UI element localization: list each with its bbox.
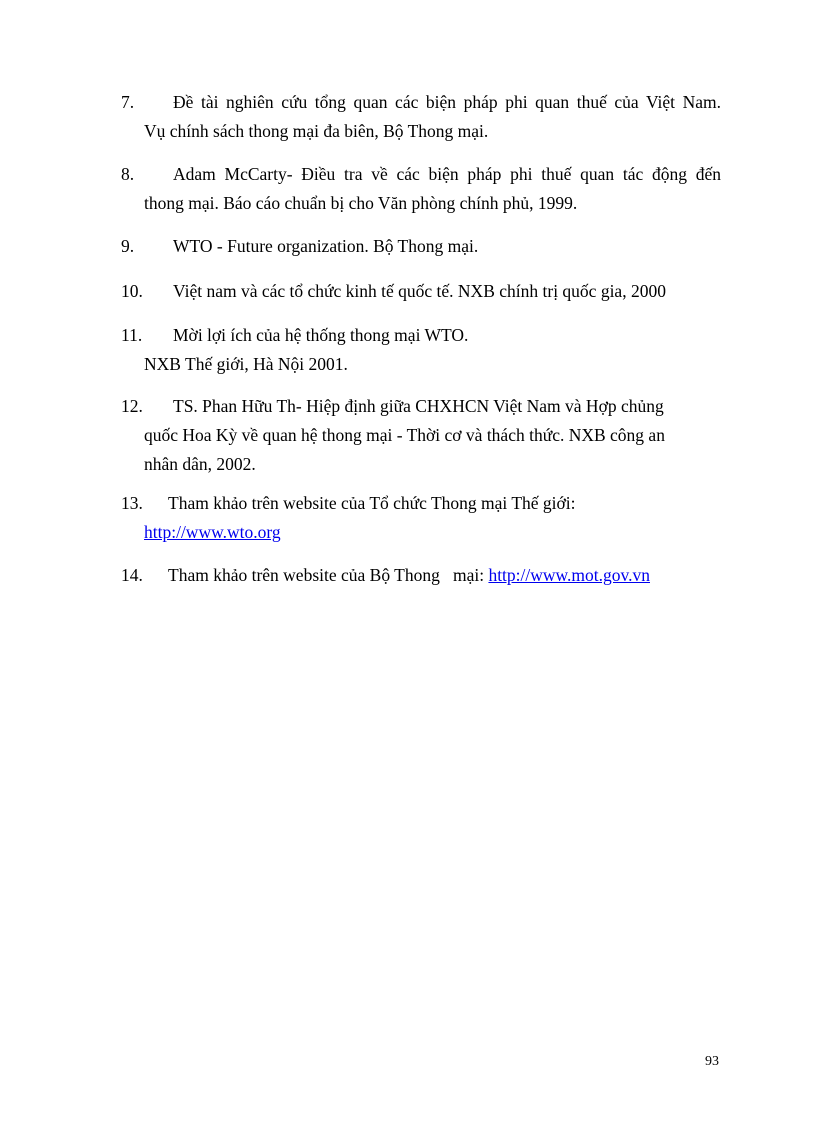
reference-item-7	[121, 88, 721, 146]
reference-line: Đề tài nghiên cứu tổng quan các biện pháp phi quan thuế của Việt Nam.	[173, 92, 721, 112]
reference-line: NXB Thế giới, Hà Nội 2001.	[144, 354, 348, 374]
reference-line: Mời lợi ích của hệ thống thong mại WTO.	[173, 325, 469, 345]
reference-text	[121, 321, 721, 379]
reference-item-8	[121, 160, 721, 218]
reference-line	[144, 518, 721, 547]
reference-text	[121, 489, 721, 547]
reference-line: TS. Phan Hữu Th- Hiệp định giữa CHXHCN Việt Nam và Hợp chủng	[173, 396, 664, 416]
reference-line: Vụ chính sách thong mại đa biên, Bộ Thong mại.	[144, 121, 489, 141]
reference-number: 11.	[121, 325, 143, 345]
reference-line: Adam McCarty- Điều tra về các biện pháp phi thuế quan tác động đến	[173, 164, 721, 184]
page-number: 93	[705, 1054, 719, 1069]
reference-text	[121, 160, 721, 218]
reference-text	[121, 277, 721, 306]
reference-line: nhân dân, 2002.	[144, 454, 256, 474]
reference-text	[121, 392, 721, 479]
reference-number: 12.	[121, 396, 143, 416]
reference-number: 8.	[121, 164, 135, 184]
reference-item-12	[121, 392, 721, 479]
reference-line: thong mại. Báo cáo chuẩn bị cho Văn phòng chính phủ, 1999.	[144, 193, 578, 213]
reference-line: WTO - Future organization. Bộ Thong mại.	[173, 236, 479, 256]
reference-item-10	[121, 277, 721, 306]
reference-number: 10.	[121, 281, 143, 301]
reference-item-11	[121, 321, 721, 379]
reference-line: quốc Hoa Kỳ về quan hệ thong mại - Thời cơ và thách thức. NXB công an	[144, 425, 665, 445]
reference-item-13	[121, 489, 721, 547]
wto-website-link[interactable]: http://www.wto.org	[144, 522, 281, 542]
mot-website-link[interactable]: http://www.mot.gov.vn	[488, 565, 650, 585]
reference-text	[121, 232, 721, 261]
reference-number: 14.	[121, 565, 143, 585]
reference-item-14	[121, 561, 721, 590]
reference-text	[121, 561, 721, 590]
reference-number: 7.	[121, 92, 135, 112]
reference-number: 13.	[121, 493, 143, 513]
reference-item-9	[121, 232, 721, 261]
reference-line: Tham khảo trên website của Tổ chức Thong mại Thế giới:	[168, 493, 576, 513]
reference-text	[121, 88, 721, 146]
reference-line-text: Tham khảo trên website của Bộ Thong mại:	[168, 565, 489, 585]
reference-number: 9.	[121, 236, 135, 256]
reference-line	[144, 561, 721, 590]
reference-line: Việt nam và các tổ chức kinh tế quốc tế. NXB chính trị quốc gia, 2000	[173, 281, 666, 301]
